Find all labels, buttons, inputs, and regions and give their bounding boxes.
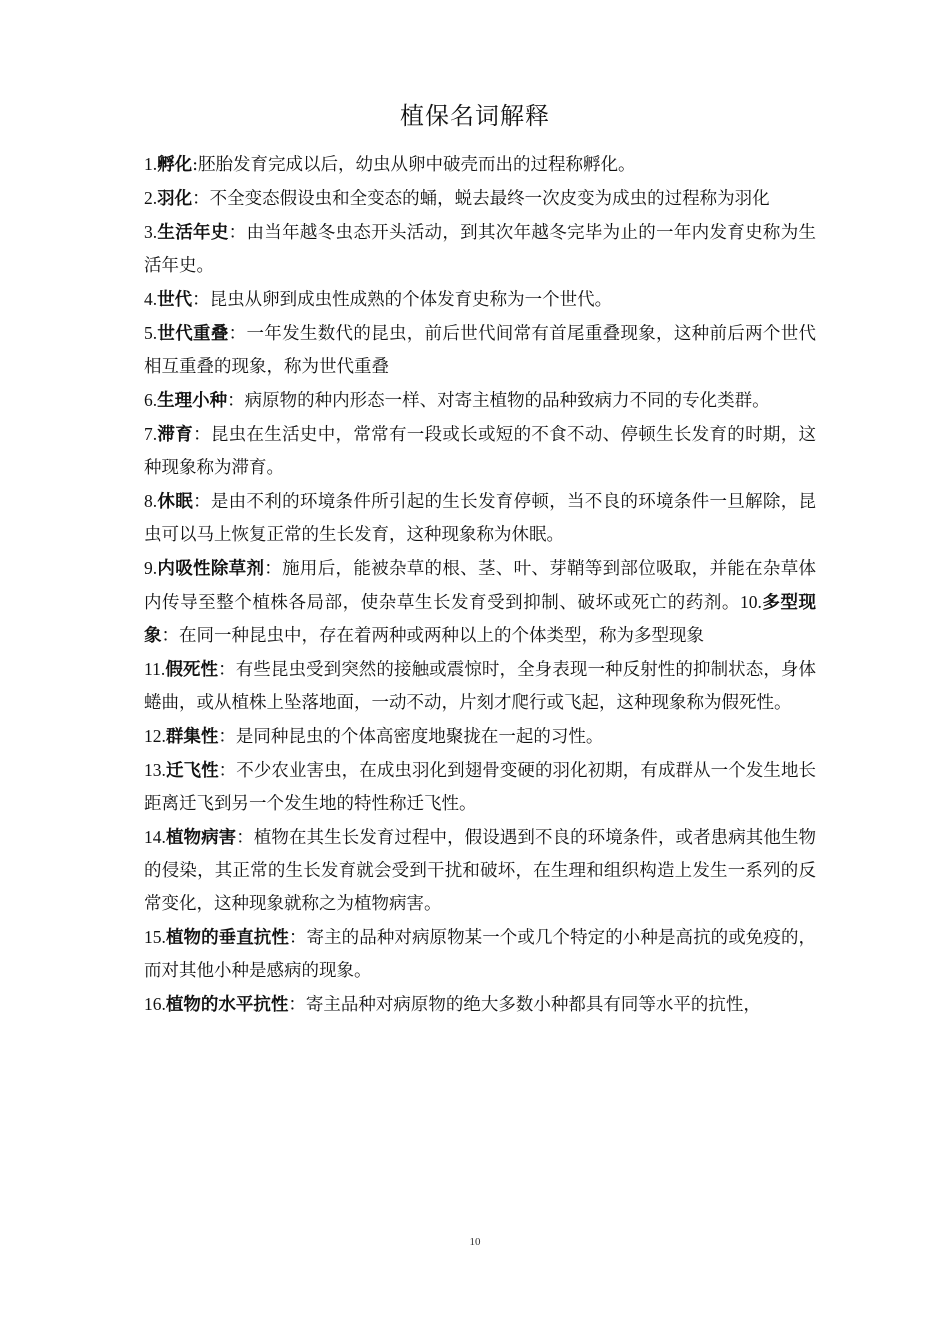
entry-definition: 一年发生数代的昆虫，前后世代间常有首尾重叠现象，这种前后两个世代相互重叠的现象，称为世代重叠 bbox=[144, 324, 817, 377]
entry-separator: ： bbox=[228, 223, 247, 243]
entry-definition: 昆虫在生活史中，常常有一段或长或短的不食不动、停顿生长发育的时期，这种现象称为滞育。 bbox=[144, 425, 817, 478]
entry-number: 15. bbox=[144, 927, 166, 947]
entry-term: 羽化 bbox=[157, 189, 193, 209]
entry-term: 假死性 bbox=[165, 660, 219, 680]
entry-2 bbox=[144, 182, 816, 216]
entry-4 bbox=[144, 283, 816, 317]
entry-separator: ： bbox=[288, 928, 307, 948]
entry-term: 迁飞性 bbox=[165, 761, 219, 781]
entry-term: 植物的垂直抗性 bbox=[165, 928, 289, 948]
page-title: 植保名词解释 bbox=[400, 102, 550, 130]
entry-definition: 在同一种昆虫中，存在着两种或两种以上的个体类型，称为多型现象 bbox=[179, 626, 704, 646]
entry-number: 8. bbox=[144, 491, 158, 511]
entry-number: 2. bbox=[144, 188, 158, 208]
entry-number: 11. bbox=[144, 659, 166, 679]
entry-term: 滞育 bbox=[157, 425, 194, 445]
entry-8 bbox=[144, 485, 816, 552]
entry-term: 生活年史 bbox=[157, 223, 229, 243]
entry-separator: ： bbox=[218, 727, 236, 747]
entry-16 bbox=[144, 988, 816, 1022]
entry-term: 植物的水平抗性 bbox=[165, 995, 289, 1015]
entry-separator: : bbox=[192, 155, 199, 175]
entry-separator: ： bbox=[288, 995, 306, 1015]
entry-number: 7. bbox=[144, 424, 158, 444]
entry-definition: 胚胎发育完成以后，幼虫从卵中破壳而出的过程称孵化。 bbox=[198, 155, 636, 175]
entry-13 bbox=[144, 754, 816, 821]
entry-number: 14. bbox=[144, 827, 166, 847]
entry-separator: ： bbox=[264, 559, 283, 579]
entry-separator: ： bbox=[192, 290, 210, 310]
entry-separator: ： bbox=[193, 425, 211, 445]
entry-separator: ： bbox=[192, 189, 210, 209]
entry-1 bbox=[144, 148, 816, 182]
entry-separator: ： bbox=[161, 626, 179, 646]
entry-term: 休眠 bbox=[157, 492, 194, 512]
entry-definition: 有些昆虫受到突然的接触或震惊时，全身表现一种反射性的抑制状态，身体蜷曲，或从植株上坠落地面，一动不动，片刻才爬行或飞起，这种现象称为假死性。 bbox=[144, 660, 817, 713]
entry-number: 3. bbox=[144, 222, 158, 242]
entry-term: 生理小种 bbox=[157, 391, 228, 411]
entry-11 bbox=[144, 653, 816, 720]
entry-number: 13. bbox=[144, 760, 166, 780]
entry-definition: 由当年越冬虫态开头活动，到其次年越冬完毕为止的一年内发育史称为生活年史。 bbox=[144, 223, 817, 276]
entry-12 bbox=[144, 720, 816, 754]
entry-number: 6. bbox=[144, 390, 158, 410]
entry-9-10 bbox=[144, 552, 816, 653]
page-number: 10 bbox=[469, 1236, 481, 1248]
entry-term: 孵化 bbox=[157, 155, 193, 175]
entry-definition: 昆虫从卵到成虫性成熟的个体发育史称为一个世代。 bbox=[209, 290, 613, 310]
entry-separator: ： bbox=[193, 492, 211, 512]
entry-definition: 不全变态假设虫和全变态的蛹，蜕去最终一次皮变为成虫的过程称为羽化 bbox=[209, 189, 770, 209]
entry-definition: 植物在其生长发育过程中，假设遇到不良的环境条件，或者患病其他生物的侵染，其正常的生长发育就会受到干扰和破坏，在生理和组织构造上发生一系列的反常变化，这种现象就称之为植物病害。 bbox=[144, 828, 817, 914]
entry-separator: ： bbox=[218, 660, 236, 680]
entry-3 bbox=[144, 216, 816, 283]
entry-14 bbox=[144, 821, 816, 921]
entry-definition: 是同种昆虫的个体高密度地聚拢在一起的习性。 bbox=[235, 727, 604, 747]
entry-definition: 施用后，能被杂草的根、茎、叶、芽鞘等到部位吸取，并能在杂草体内传导至整个植株各局部，使杂草生长发育受到抑制、破坏或死亡的药剂。 bbox=[144, 559, 817, 613]
entry-number: 4. bbox=[144, 289, 158, 309]
entry-definition: 寄主的品种对病原物某一个或几个特定的小种是高抗的或免疫的，而对其他小种是感病的现象。 bbox=[144, 928, 817, 981]
entry-term: 世代 bbox=[157, 290, 193, 310]
entry-number: 5. bbox=[144, 323, 158, 343]
entry-7 bbox=[144, 418, 816, 485]
entry-number: 16. bbox=[144, 994, 166, 1014]
entry-separator: ： bbox=[218, 761, 237, 781]
entry-term: 植物病害 bbox=[165, 828, 237, 848]
entry-definition: 病原物的种内形态一样、对寄主植物的品种致病力不同的专化类群。 bbox=[244, 391, 770, 411]
entry-5 bbox=[144, 317, 816, 384]
entry-definition: 不少农业害虫，在成虫羽化到翅骨变硬的羽化初期，有成群从一个发生地长距离迁飞到另一个发生地的特性称迁飞性。 bbox=[144, 761, 817, 814]
entry-term: 多型现象 bbox=[144, 593, 817, 646]
entry-definition: 寄主品种对病原物的绝大多数小种都具有同等水平的抗性， bbox=[305, 995, 761, 1015]
entry-term: 内吸性除草剂 bbox=[157, 559, 265, 579]
entry-6 bbox=[144, 384, 816, 418]
entry-number: 10. bbox=[739, 592, 762, 612]
entry-separator: ： bbox=[227, 391, 245, 411]
entry-15 bbox=[144, 921, 816, 988]
entry-separator: ： bbox=[228, 324, 247, 344]
entry-separator: ： bbox=[236, 828, 254, 848]
entry-term: 世代重叠 bbox=[157, 324, 229, 344]
entry-number: 9. bbox=[144, 558, 158, 578]
entry-term: 群集性 bbox=[165, 727, 219, 747]
entry-number: 1. bbox=[144, 154, 158, 174]
entry-definition: 是由不利的环境条件所引起的生长发育停顿，当不良的环境条件一旦解除，昆虫可以马上恢复正常的生长发育，这种现象称为休眠。 bbox=[144, 492, 817, 545]
document-body bbox=[144, 148, 816, 1022]
entry-number: 12. bbox=[144, 726, 166, 746]
